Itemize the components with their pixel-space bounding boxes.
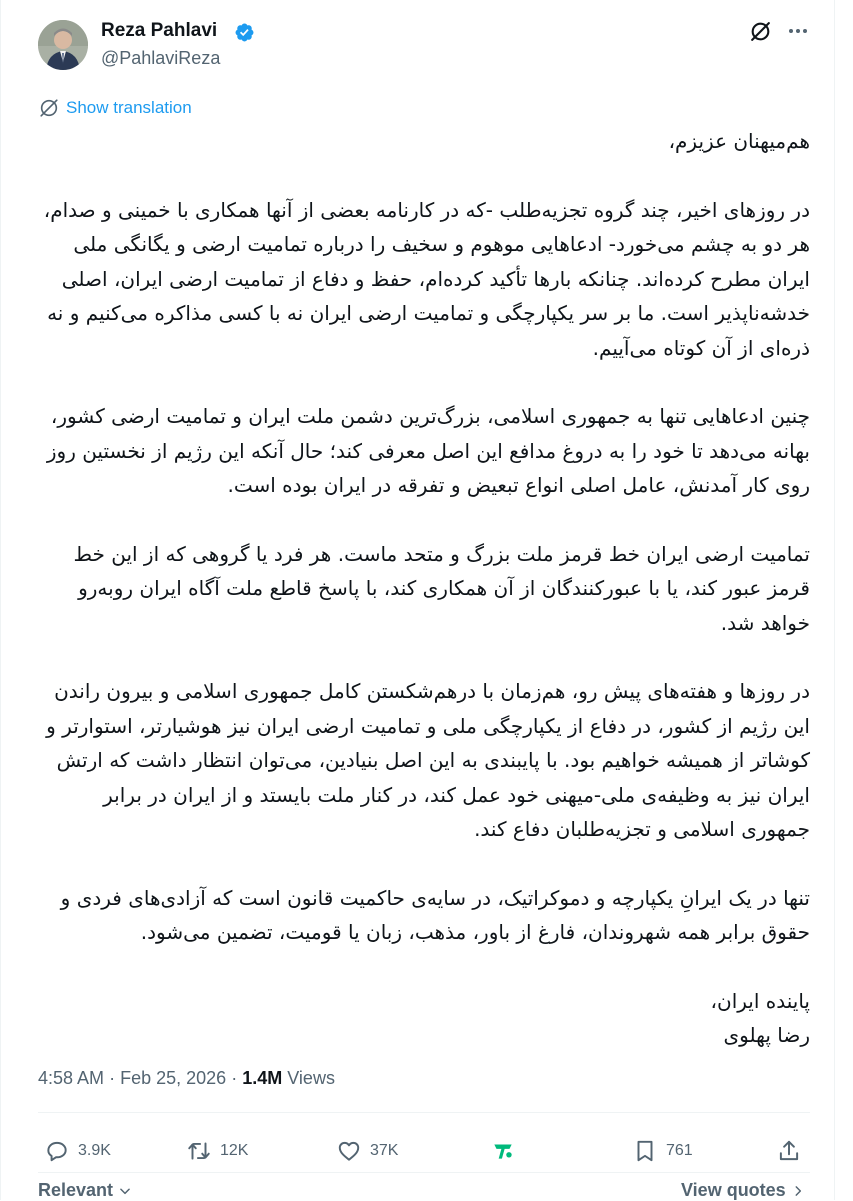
bookmark-count: 761 <box>666 1142 693 1159</box>
share-button[interactable] <box>776 1137 802 1165</box>
right-border <box>834 0 835 1200</box>
tweet-paragraph: در روزهای اخیر، چند گروه تجزیه‌طلب -که در کارنامه بعضی از آنها همکاری با خمینی و صدام، هر دو به چشم می‌خورد- ادعاهایی موهوم و سخیف را درباره تمامیت ارضی و یگانگی ملی ایران مطرح کرده‌اند. چنانکه بارها تأکید کرده‌ام، حفظ و دفاع از تمامیت ارضی ایران، اصلی خدشه‌ناپذیر است. ما بر سر یکپارچگی و تمامیت ارضی ایران نه با کسی مذاکره می‌کنیم و نه ذره‌ای از آن کوتاه می‌آییم. <box>43 197 810 360</box>
reply-button[interactable] <box>44 1137 111 1165</box>
heart-icon <box>336 1138 362 1164</box>
avatar[interactable] <box>38 20 88 70</box>
tweet-greeting: هم‌میهنان عزیزم، <box>668 129 810 153</box>
verified-badge-icon <box>234 22 255 43</box>
bookmark-icon <box>632 1138 658 1164</box>
repost-button[interactable] <box>186 1137 248 1165</box>
bookmark-button[interactable] <box>632 1137 693 1165</box>
tweet-time[interactable]: 4:58 AM <box>38 1068 105 1088</box>
show-translation-link[interactable] <box>38 96 192 120</box>
grok-icon[interactable] <box>748 19 773 44</box>
like-button[interactable] <box>336 1137 398 1165</box>
view-quotes-label: View quotes <box>681 1180 786 1200</box>
tweet-meta <box>38 1068 335 1089</box>
left-border <box>0 0 1 1200</box>
author-handle[interactable]: @PahlaviReza <box>101 48 221 68</box>
share-icon <box>776 1138 802 1164</box>
tweet-text <box>38 124 810 1053</box>
tip-button[interactable] <box>490 1137 516 1165</box>
tweet-date[interactable]: Feb 25, 2026 <box>120 1068 227 1088</box>
chevron-right-icon <box>791 1184 805 1198</box>
reply-count: 3.9K <box>78 1142 111 1159</box>
views-label: Views <box>287 1068 335 1088</box>
author-name[interactable]: Reza Pahlavi <box>101 20 218 41</box>
meta-separator: · <box>231 1068 238 1088</box>
tip-icon <box>490 1138 516 1164</box>
meta-separator: · <box>109 1068 116 1088</box>
tweet-paragraph: تنها در یک ایرانِ یکپارچه و دموکراتیک، در سایه‌ی حاکمیت قانون است که آزادی‌های فردی و حقوق برابر همه شهروندان، فارغ از باور، مذهب، زبان یا قومیت، تضمین می‌شود. <box>60 885 810 944</box>
repost-icon <box>186 1138 212 1164</box>
reply-icon <box>44 1138 70 1164</box>
tweet-paragraph: تمامیت ارضی ایران خط قرمز ملت بزرگ و متحد ماست. هر فرد یا گروهی که از این خط قرمز عبور کند، یا با عبورکنندگان از آن همکاری کند، با پاسخ قاطع ملت آگاه ایران روبه‌رو خواهد شد. <box>73 541 810 635</box>
tweet-closing: پاینده ایران، <box>710 988 810 1013</box>
divider <box>38 1172 810 1173</box>
more-icon[interactable] <box>785 18 811 44</box>
globe-slash-icon <box>38 97 60 119</box>
views-count: 1.4M <box>242 1068 283 1088</box>
relevant-label: Relevant <box>38 1180 114 1200</box>
tweet-paragraph: چنین ادعاهایی تنها به جمهوری اسلامی، بزرگ‌ترین دشمن ملت ایران و تمامیت ارضی کشور، بهانه می‌دهد تا خود را به دروغ مدافع این اصل معرفی کند؛ حال آنکه این رژیم از نخستین روز روی کار آمدنش، عامل اصلی انواع تبعیض و تفرقه در ایران بوده است. <box>46 404 810 497</box>
tweet-paragraph: در روزها و هفته‌های پیش رو، هم‌زمان با درهم‌شکستن کامل جمهوری اسلامی و بیرون راندن این رژیم از کشور، در دفاع از یکپارچگی ملی و تمامیت ارضی ایران نیز هوشیارتر، استوارتر و کوشاتر از همیشه خواهیم بود. با پایبندی به این اصل بنیادین، می‌توان انتظار داشت که ارتش ایران نیز به وظیفه‌ی ملی-میهنی خود عمل کند، در کنار ملت بایستد و از ایران در برابر جمهوری اسلامی و تجزیه‌طلبان دفاع کند. <box>46 679 810 841</box>
tweet-signature: رضا پهلوی <box>723 1023 810 1047</box>
like-count: 37K <box>370 1142 399 1159</box>
view-quotes-link[interactable] <box>681 1180 805 1201</box>
show-translation-label: Show translation <box>66 98 192 117</box>
repost-count: 12K <box>220 1142 249 1159</box>
divider <box>38 1112 810 1113</box>
relevant-sort-dropdown[interactable] <box>38 1180 132 1201</box>
chevron-down-icon <box>118 1184 132 1198</box>
